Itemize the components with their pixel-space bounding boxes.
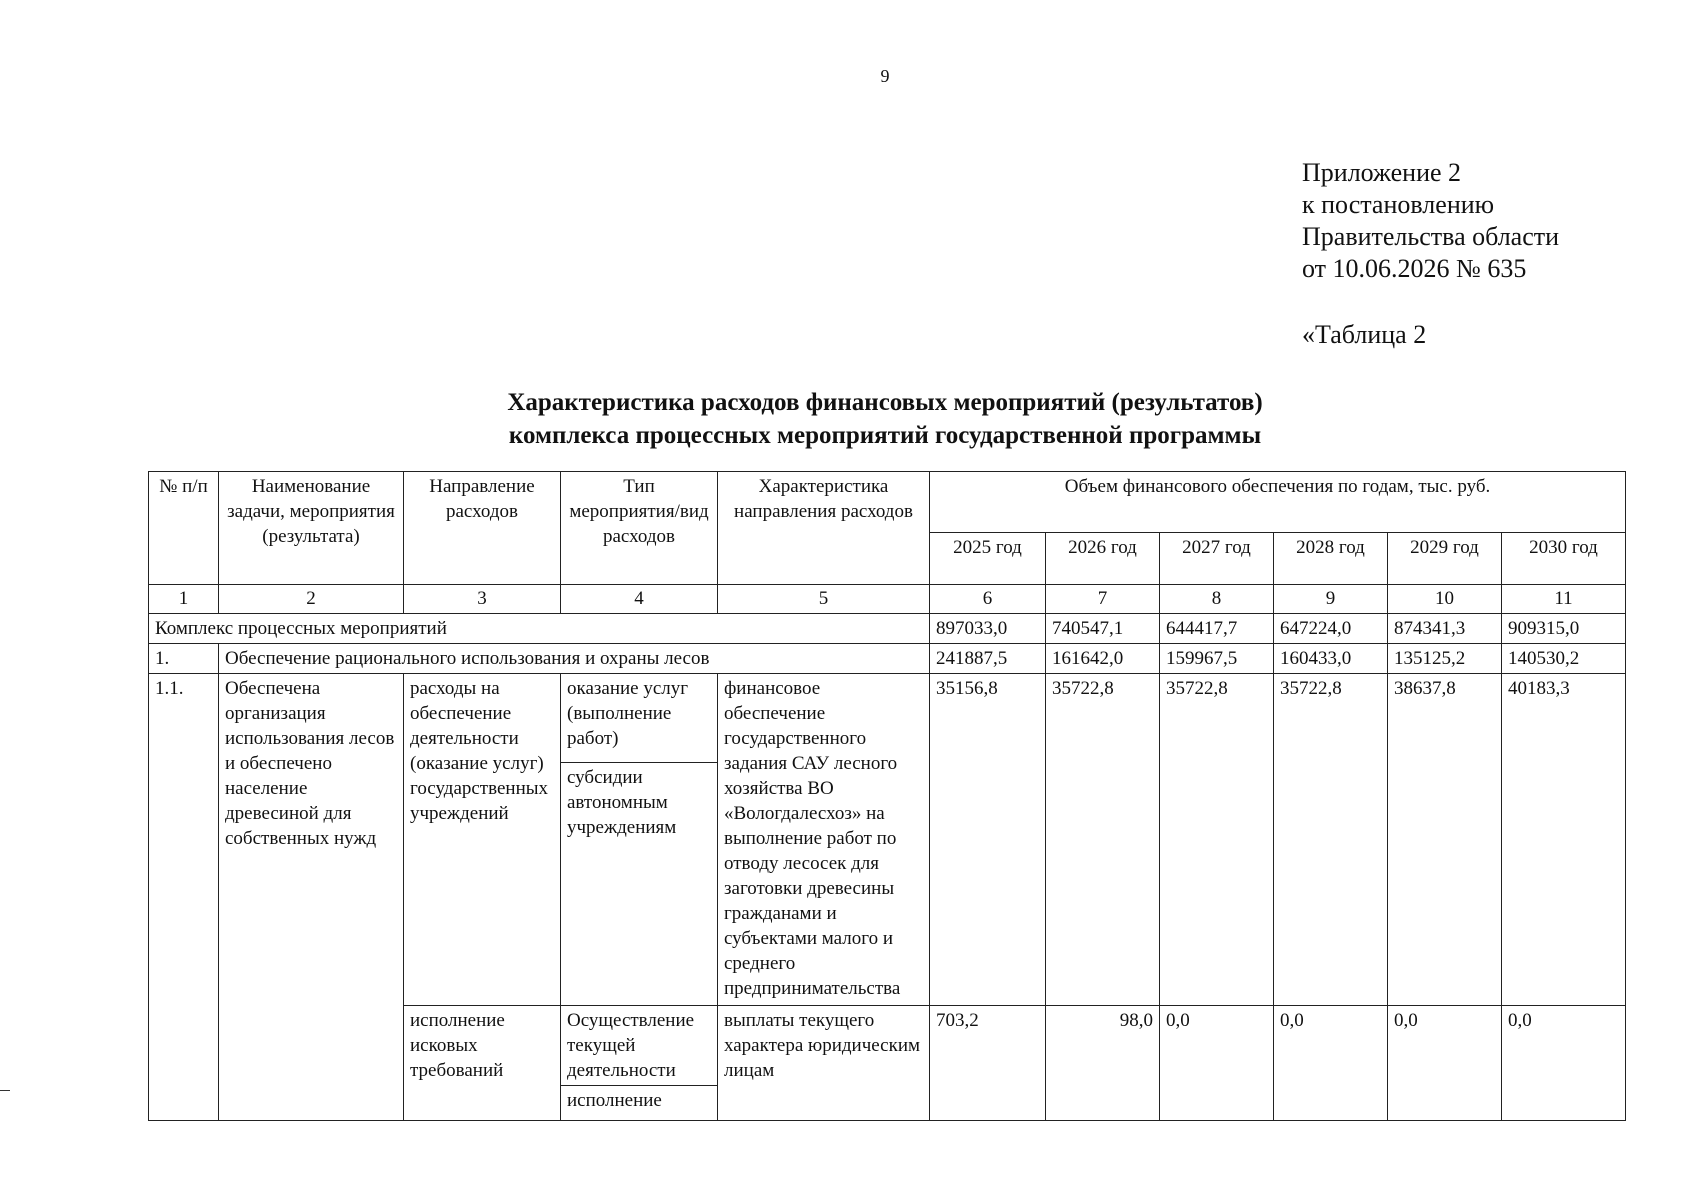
margin-mark (0, 1090, 10, 1091)
appendix-line: Приложение 2 (1302, 158, 1462, 187)
claims-direction: исполнение исковых требований (404, 1006, 561, 1121)
column-numbers-row (149, 585, 1626, 614)
column-number: 2 (219, 585, 404, 614)
measure-num: 1.1. (149, 674, 219, 1121)
appendix-line: к постановлению (1302, 190, 1495, 219)
complex-value: 647224,0 (1274, 614, 1388, 644)
task-num: 1. (149, 644, 219, 674)
column-number: 11 (1502, 585, 1626, 614)
column-number: 4 (561, 585, 718, 614)
column-number: 8 (1160, 585, 1274, 614)
column-number: 7 (1046, 585, 1160, 614)
title-line: комплекса процессных мероприятий государственной программы (508, 422, 1262, 449)
header-num: № п/п (149, 472, 219, 585)
column-number: 6 (930, 585, 1046, 614)
claims-expense-kind: исполнение (561, 1086, 718, 1121)
column-number: 10 (1388, 585, 1502, 614)
complex-value: 874341,3 (1388, 614, 1502, 644)
measure-value: 35722,8 (1160, 674, 1274, 1006)
task-value: 135125,2 (1388, 644, 1502, 674)
measure-value: 35722,8 (1274, 674, 1388, 1006)
task-row (149, 644, 1626, 674)
header-type: Тип мероприятия/вид расходов (561, 472, 718, 585)
title-line: Характеристика расходов финансовых мероприятий (результатов) (507, 389, 1263, 416)
measure-direction: расходы на обеспечение деятельности (оказание услуг) государственных учреждений (404, 674, 561, 1006)
complex-label: Комплекс процессных мероприятий (149, 614, 930, 644)
header-volume: Объем финансового обеспечения по годам, тыс. руб. (930, 472, 1626, 533)
claims-characteristic: выплаты текущего характера юридическим лицам (718, 1006, 930, 1121)
task-value: 160433,0 (1274, 644, 1388, 674)
table-label: «Таблица 2 (1302, 320, 1427, 349)
column-number: 3 (404, 585, 561, 614)
document-title (0, 386, 1697, 452)
task-value: 241887,5 (930, 644, 1046, 674)
claims-value: 0,0 (1388, 1006, 1502, 1121)
task-label: Обеспечение рационального использования и охраны лесов (219, 644, 930, 674)
claims-value: 0,0 (1502, 1006, 1626, 1121)
header-row (149, 472, 1626, 533)
claims-type: Осуществление текущей деятельности (561, 1006, 718, 1086)
header-year: 2030 год (1502, 533, 1626, 585)
measure-value: 35722,8 (1046, 674, 1160, 1006)
measure-name: Обеспечена организация использования лесов и обеспечено население древесиной для собственных нужд (219, 674, 404, 1121)
claims-value: 703,2 (930, 1006, 1046, 1121)
claims-value: 98,0 (1046, 1006, 1160, 1121)
header-direction: Направление расходов (404, 472, 561, 585)
task-value: 159967,5 (1160, 644, 1274, 674)
complex-row (149, 614, 1626, 644)
measure-value: 40183,3 (1502, 674, 1626, 1006)
complex-value: 909315,0 (1502, 614, 1626, 644)
header-name: Наименование задачи, мероприятия (результата) (219, 472, 404, 585)
header-year: 2026 год (1046, 533, 1160, 585)
measure-value: 35156,8 (930, 674, 1046, 1006)
column-number: 1 (149, 585, 219, 614)
claims-value: 0,0 (1274, 1006, 1388, 1121)
complex-value: 897033,0 (930, 614, 1046, 644)
header-year: 2028 год (1274, 533, 1388, 585)
complex-value: 644417,7 (1160, 614, 1274, 644)
expenses-table (148, 471, 1626, 1121)
header-year: 2029 год (1388, 533, 1502, 585)
appendix-line: от 10.06.2026 № 635 (1302, 254, 1527, 283)
measure-type: оказание услуг (выполнение работ) (561, 674, 718, 763)
claims-value: 0,0 (1160, 1006, 1274, 1121)
page-number: 9 (880, 66, 890, 86)
measure-expense-kind: субсидии автономным учреждениям (561, 763, 718, 1006)
header-characteristic: Характеристика направления расходов (718, 472, 930, 585)
header-year: 2027 год (1160, 533, 1274, 585)
appendix-block (1302, 157, 1559, 285)
measure-value: 38637,8 (1388, 674, 1502, 1006)
measure-row (149, 674, 1626, 763)
task-value: 140530,2 (1502, 644, 1626, 674)
task-value: 161642,0 (1046, 644, 1160, 674)
appendix-line: Правительства области (1302, 222, 1560, 251)
column-number: 5 (718, 585, 930, 614)
complex-value: 740547,1 (1046, 614, 1160, 644)
column-number: 9 (1274, 585, 1388, 614)
header-year: 2025 год (930, 533, 1046, 585)
measure-characteristic: финансовое обеспечение государственного задания САУ лесного хозяйства ВО «Вологдалесхоз» на выполнение работ по отводу лесосек для заготовки древесины гражданами и субъектами малого и среднего предпринимательства (718, 674, 930, 1006)
